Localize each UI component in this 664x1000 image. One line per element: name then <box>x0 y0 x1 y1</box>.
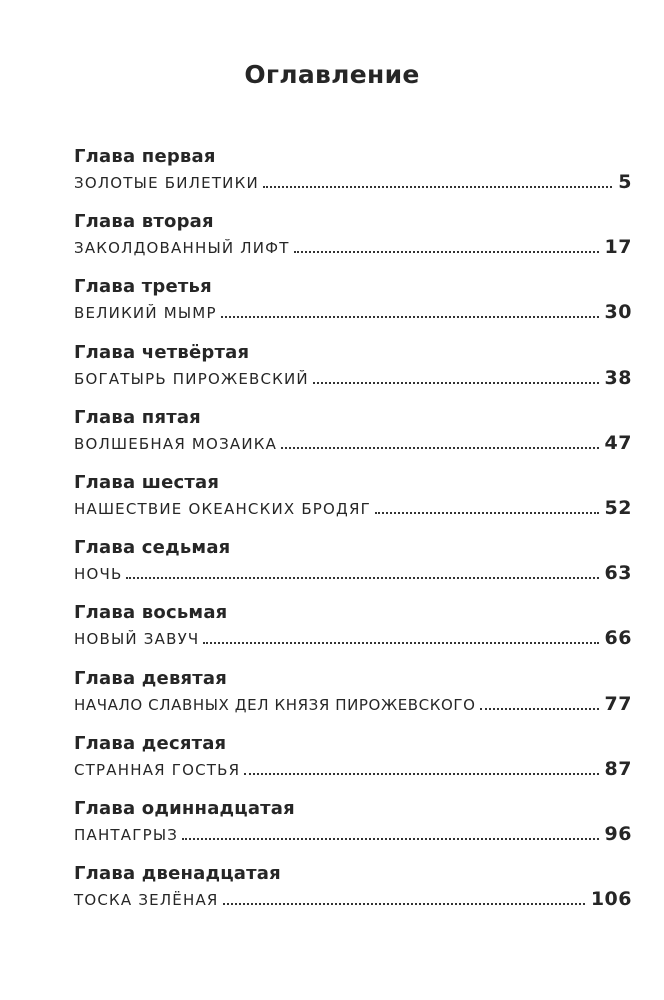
chapter-name: СТРАННАЯ ГОСТЬЯ <box>74 760 241 779</box>
page-number: 77 <box>604 692 632 715</box>
chapter-label: Глава третья <box>74 276 212 298</box>
toc-entry[interactable] <box>74 472 632 537</box>
toc-line <box>74 627 632 651</box>
toc-line <box>74 823 632 847</box>
toc-line <box>74 758 632 782</box>
page-number: 52 <box>604 496 632 519</box>
chapter-name: ПАНТАГРЫЗ <box>74 825 179 844</box>
chapter-name: ВОЛШЕБНАЯ МОЗАИКА <box>74 434 278 453</box>
toc-entry[interactable] <box>74 407 632 472</box>
page-number: 38 <box>604 366 632 389</box>
toc-line <box>74 432 632 456</box>
dot-leader <box>313 382 599 384</box>
toc-entry[interactable] <box>74 537 632 602</box>
page-number: 106 <box>590 888 632 911</box>
dot-leader <box>281 447 598 449</box>
toc-entry[interactable] <box>74 146 632 211</box>
toc-line <box>74 236 632 260</box>
toc-entry[interactable] <box>74 863 632 928</box>
chapter-name: НАШЕСТВИЕ ОКЕАНСКИХ БРОДЯГ <box>74 499 371 518</box>
chapter-name: БОГАТЫРЬ ПИРОЖЕВСКИЙ <box>74 369 309 388</box>
chapter-name: ТОСКА ЗЕЛЁНАЯ <box>74 891 219 910</box>
toc-entry[interactable] <box>74 798 632 863</box>
chapter-label: Глава первая <box>74 146 216 167</box>
chapter-name: ВЕЛИКИЙ МЫМР <box>74 304 217 323</box>
dot-leader <box>480 708 599 710</box>
toc-list <box>74 146 632 928</box>
dot-leader <box>223 903 585 905</box>
dot-leader <box>126 577 598 579</box>
chapter-name: НАЧАЛО СЛАВНЫХ ДЕЛ КНЯЗЯ ПИРОЖЕВСКОГО <box>74 695 476 714</box>
dot-leader <box>244 773 598 775</box>
toc-entry[interactable] <box>74 733 632 798</box>
chapter-label: Глава пятая <box>74 406 201 428</box>
toc-entry[interactable] <box>74 602 632 667</box>
page-number: 17 <box>604 236 632 259</box>
chapter-label: Глава четвёртая <box>74 341 250 363</box>
page-number: 87 <box>604 757 632 780</box>
chapter-label: Глава вторая <box>74 211 214 233</box>
toc-line <box>74 497 632 521</box>
page-number: 96 <box>604 822 632 845</box>
page-title: Оглавление <box>244 60 420 89</box>
toc-line <box>74 171 632 195</box>
page-number: 30 <box>604 301 632 324</box>
toc-line <box>74 562 632 586</box>
chapter-name: ЗОЛОТЫЕ БИЛЕТИКИ <box>74 174 259 192</box>
chapter-name: НОВЫЙ ЗАВУЧ <box>74 630 200 649</box>
chapter-label: Глава десятая <box>74 732 227 754</box>
dot-leader <box>203 642 598 644</box>
dot-leader <box>221 316 599 318</box>
chapter-name: ЗАКОЛДОВАННЫЙ ЛИФТ <box>74 239 290 258</box>
toc-line <box>74 888 632 912</box>
page-number: 66 <box>604 627 632 650</box>
page-number: 47 <box>604 431 632 454</box>
chapter-label: Глава седьмая <box>74 537 231 559</box>
toc-line <box>74 367 632 391</box>
toc-entry[interactable] <box>74 342 632 407</box>
toc-entry[interactable] <box>74 276 632 341</box>
dot-leader <box>294 251 599 253</box>
chapter-label: Глава одиннадцатая <box>74 797 295 819</box>
page-number: 5 <box>618 171 632 193</box>
chapter-label: Глава девятая <box>74 667 228 689</box>
toc-line <box>74 693 632 717</box>
dot-leader <box>375 512 599 514</box>
toc-entry[interactable] <box>74 211 632 276</box>
chapter-label: Глава восьмая <box>74 602 228 624</box>
toc-entry[interactable] <box>74 668 632 733</box>
chapter-label: Глава двенадцатая <box>74 863 281 885</box>
page-number: 63 <box>604 562 632 585</box>
chapter-name: НОЧЬ <box>74 565 123 584</box>
toc-line <box>74 301 632 325</box>
dot-leader <box>263 186 612 188</box>
dot-leader <box>182 838 598 840</box>
chapter-label: Глава шестая <box>74 471 220 493</box>
